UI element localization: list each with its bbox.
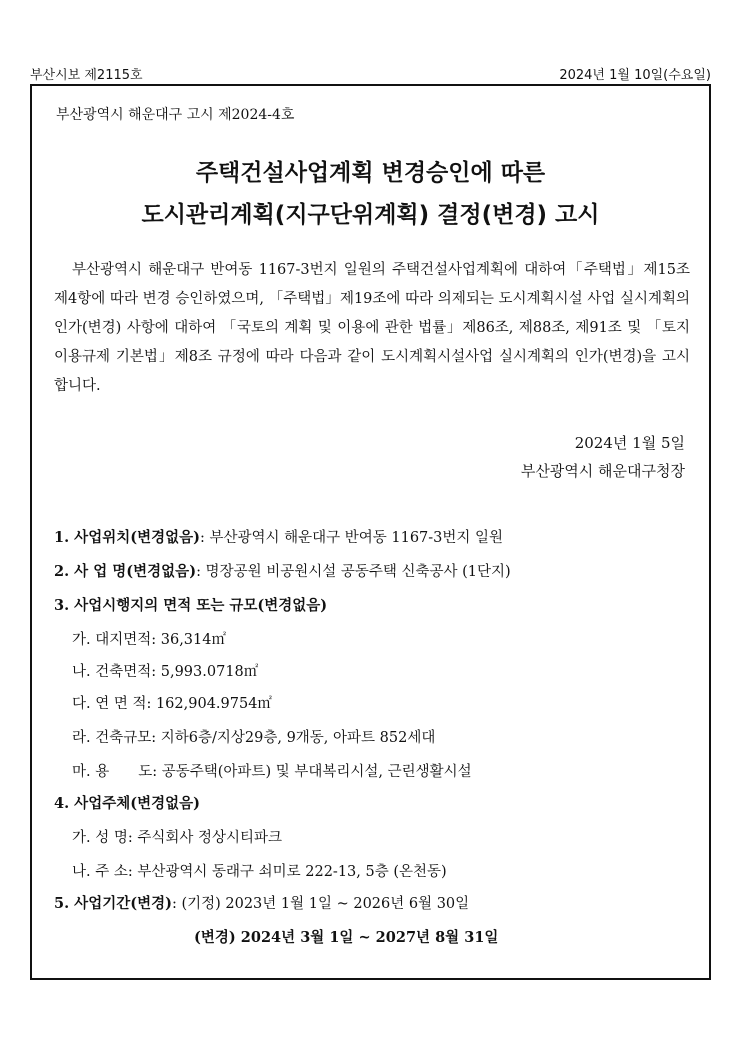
- item-area-building: 나. 건축면적: 5,993.0718㎡: [72, 664, 259, 680]
- gazette-date: 2024년 1월 10일(수요일): [559, 68, 711, 83]
- item-location-label: 1. 사업위치(변경없음): [54, 529, 200, 546]
- item-developer-label: [54, 792, 200, 813]
- notice-title-line2: 도시관리계획(지구단위계획) 결정(변경) 고시: [141, 202, 600, 228]
- item-project-name-value: : 명장공원 비공원시설 공동주택 신축공사 (1단지): [196, 564, 511, 580]
- item-period-value: : (기정) 2023년 1월 1일 ~ 2026년 6월 30일: [171, 896, 470, 912]
- item-location-value: : 부산광역시 해운대구 반여동 1167-3번지 일원: [199, 530, 504, 546]
- item-area-label: [54, 594, 327, 615]
- item-period-label: 5. 사업기간(변경): [54, 895, 172, 912]
- notice-date: 2024년 1월 5일: [574, 434, 685, 452]
- item-area-use: 마. 용 도: 공동주택(아파트) 및 부대복리시설, 근린생활시설: [72, 764, 472, 780]
- item-area-scale: 라. 건축규모: 지하6층/지상29층, 9개동, 아파트 852세대: [72, 730, 436, 746]
- item-developer-label-text: 4. 사업주체(변경없음): [54, 795, 200, 812]
- notice-body: 부산광역시 해운대구 반여동 1167-3번지 일원의 주택건설사업계획에 대하여「주택법」제15조 제4항에 따라 변경 승인하였으며, 「주택법」제19조에 따라 의제되는 도시계획시설 사업 실시계획의 인가(변경) 사항에 대하여 「국토의 계획 및 이용에 관한 법률」제86조, 제88조, 제91조 및 「토지이용규제 기본법」제8조 규정에 따라 다음과 같이 도시계획시설사업 실시계획의 인가(변경)을 고시합니다.: [54, 262, 690, 394]
- notice-title-line1: 주택건설사업계획 변경승인에 따른: [195, 160, 546, 186]
- item-project-name-label: 2. 사 업 명(변경없음): [54, 563, 197, 580]
- item-developer-name: 가. 성 명: 주식회사 정상시티파크: [72, 830, 283, 846]
- item-period: [54, 892, 469, 913]
- item-area-total-floor: 다. 연 면 적: 162,904.9754㎡: [72, 696, 272, 712]
- notice-number: 부산광역시 해운대구 고시 제2024-4호: [56, 107, 295, 123]
- notice-issuer: 부산광역시 해운대구청장: [520, 462, 685, 480]
- notice-frame: [30, 84, 711, 980]
- item-period-change: (변경) 2024년 3월 1일 ~ 2027년 8월 31일: [194, 929, 499, 946]
- gazette-issue: 부산시보 제2115호: [30, 68, 143, 83]
- item-area-site: 가. 대지면적: 36,314㎡: [72, 632, 226, 648]
- item-project-name: [54, 560, 511, 581]
- item-developer-address: 나. 주 소: 부산광역시 동래구 쇠미로 222-13, 5층 (온천동): [72, 864, 447, 880]
- item-location: [54, 526, 503, 547]
- item-area-label-text: 3. 사업시행지의 면적 또는 규모(변경없음): [54, 597, 328, 614]
